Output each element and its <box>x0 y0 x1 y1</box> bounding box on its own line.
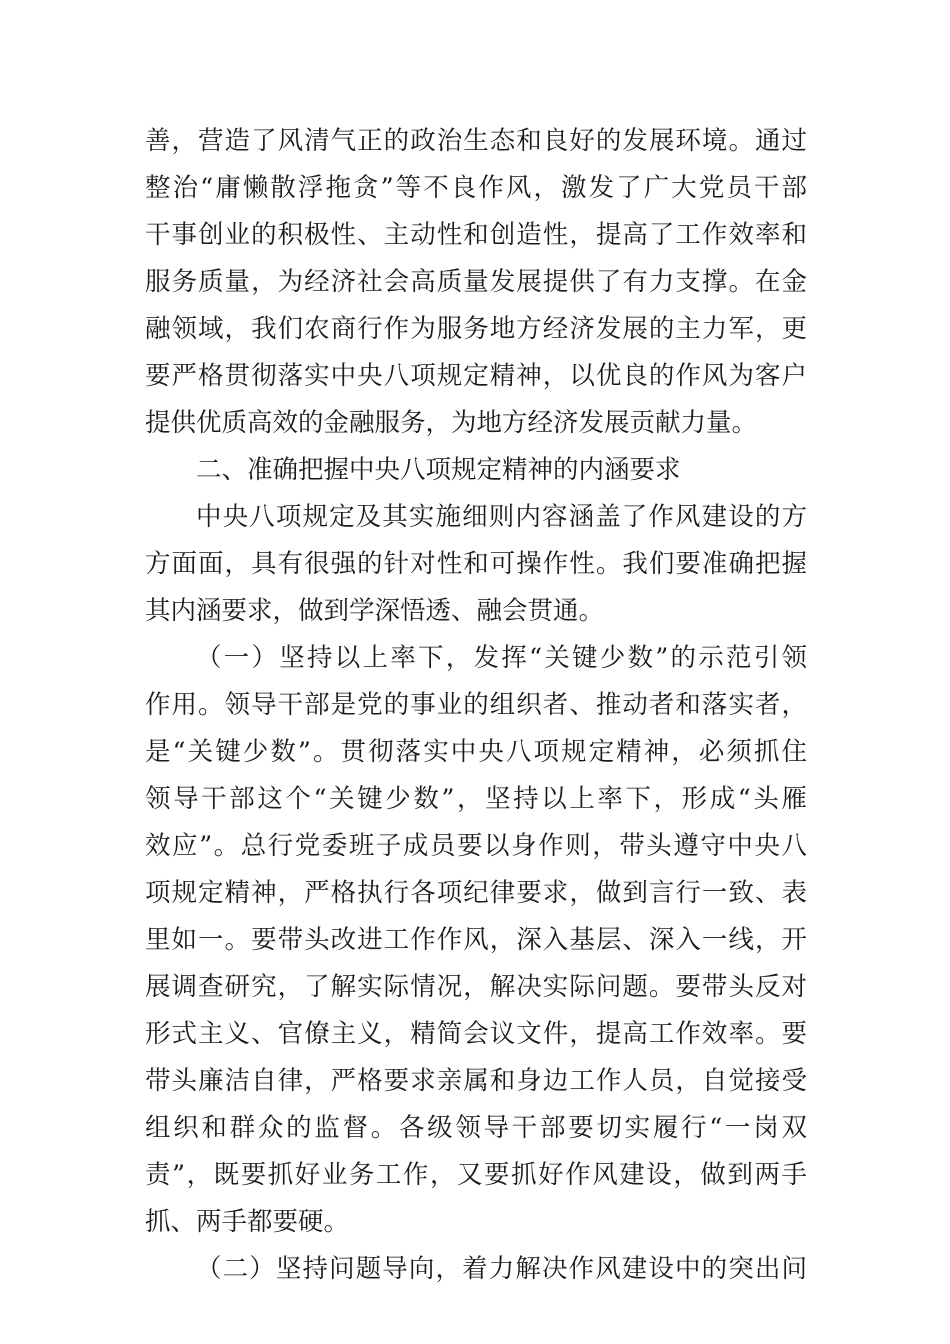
body-line: 领导干部这个“关键少数”，坚持以上率下，形成“头雁 <box>145 784 807 814</box>
subsection-line: （二）坚持问题导向，着力解决作风建设中的突出问 <box>196 1254 807 1284</box>
body-line: 效应”。总行党委班子成员要以身作则，带头遵守中央八 <box>145 831 807 861</box>
body-line: 责”，既要抓好业务工作，又要抓好作风建设，做到两手 <box>145 1160 807 1190</box>
body-line: 整治“庸懒散浮拖贪”等不良作风，激发了广大党员干部 <box>145 173 807 203</box>
body-line: 服务质量，为经济社会高质量发展提供了有力支撑。在金 <box>145 267 807 297</box>
body-line: 干事创业的积极性、主动性和创造性，提高了工作效率和 <box>145 220 807 250</box>
body-line: 方面面，具有很强的针对性和可操作性。我们要准确把握 <box>145 549 807 579</box>
body-line: 作用。领导干部是党的事业的组织者、推动者和落实者， <box>145 690 807 720</box>
body-line: 是“关键少数”。贯彻落实中央八项规定精神，必须抓住 <box>145 737 807 767</box>
body-line: 其内涵要求，做到学深悟透、融会贯通。 <box>145 596 605 626</box>
body-line: 抓、两手都要硬。 <box>145 1207 350 1237</box>
section-heading: 二、准确把握中央八项规定精神的内涵要求 <box>196 455 681 485</box>
body-line: 形式主义、官僚主义，精简会议文件，提高工作效率。要 <box>145 1019 807 1049</box>
body-line: 提供优质高效的金融服务，为地方经济发展贡献力量。 <box>145 408 758 438</box>
body-line: 带头廉洁自律，严格要求亲属和身边工作人员，自觉接受 <box>145 1066 807 1096</box>
body-line: 项规定精神，严格执行各项纪律要求，做到言行一致、表 <box>145 878 807 908</box>
body-line: 善，营造了风清气正的政治生态和良好的发展环境。通过 <box>145 126 807 156</box>
subsection-line: （一）坚持以上率下，发挥“关键少数”的示范引领 <box>196 643 807 673</box>
body-line: 中央八项规定及其实施细则内容涵盖了作风建设的方 <box>196 502 807 532</box>
body-line: 里如一。要带头改进工作作风，深入基层、深入一线，开 <box>145 925 807 955</box>
body-line: 展调查研究，了解实际情况，解决实际问题。要带头反对 <box>145 972 807 1002</box>
body-line: 组织和群众的监督。各级领导干部要切实履行“一岗双 <box>145 1113 807 1143</box>
body-line: 要严格贯彻落实中央八项规定精神，以优良的作风为客户 <box>145 361 807 391</box>
body-line: 融领域，我们农商行作为服务地方经济发展的主力军，更 <box>145 314 807 344</box>
document-body <box>145 118 807 1293</box>
